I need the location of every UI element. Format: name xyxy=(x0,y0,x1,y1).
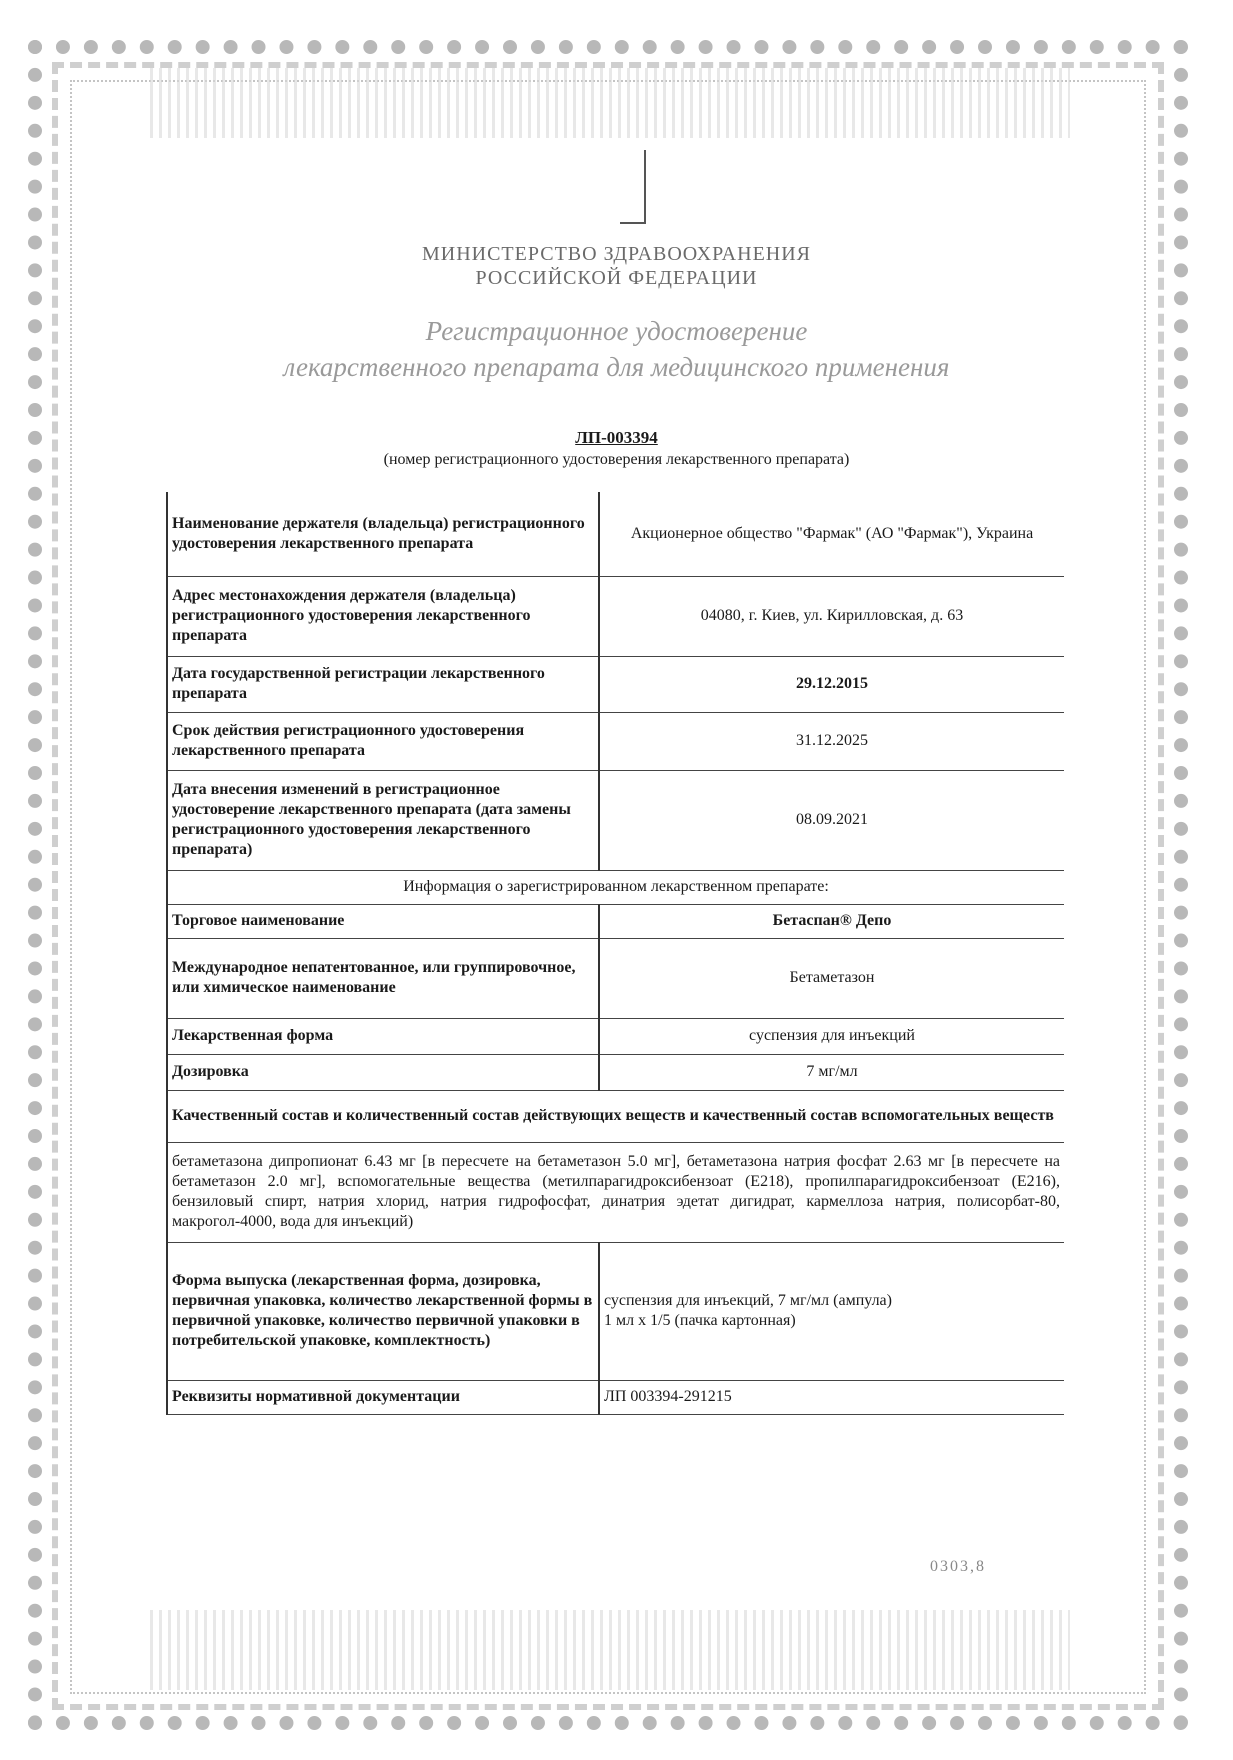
table-row xyxy=(167,712,1064,770)
registration-table xyxy=(166,492,1064,1415)
table-row xyxy=(167,1090,1064,1142)
emblem-tick xyxy=(620,222,646,224)
table-row xyxy=(167,1018,1064,1054)
table-row xyxy=(167,770,1064,870)
ministry-line-2: РОССИЙСКОЙ ФЕДЕРАЦИИ xyxy=(475,267,758,289)
composition-text: бетаметазона дипропионат 6.43 мг [в пересчете на бетаметазон 5.0 мг], бетаметазона натрия фосфат 2.63 мг [в пересчете на бетаметазон 2.0 мг], вспомогательные вещества (метилпарагидроксибензоат (Е218), пропилпарагидроксибензоат (Е216), бензиловый спирт, натрия хлорид, натрия гидрофосфат, динатрия эдетат дигидрат, кармеллоза натрия, полисорбат-80, макрогол-4000, вода для инъекций) xyxy=(167,1142,1064,1242)
registration-date-label: Дата государственной регистрации лекарственного препарата xyxy=(167,656,599,712)
validity-label: Срок действия регистрационного удостоверения лекарственного препарата xyxy=(167,712,599,770)
table-row xyxy=(167,1054,1064,1090)
holder-name-value: Акционерное общество "Фармак" (АО "Фармак"), Украина xyxy=(599,492,1064,576)
dosage-form-label: Лекарственная форма xyxy=(167,1018,599,1054)
table-row xyxy=(167,656,1064,712)
inn-label: Международное непатентованное, или группировочное, или химическое наименование xyxy=(167,938,599,1018)
ministry-line-1: МИНИСТЕРСТВО ЗДРАВООХРАНЕНИЯ xyxy=(421,243,812,265)
table-row xyxy=(167,1142,1064,1242)
dosage-value: 7 мг/мл xyxy=(599,1054,1064,1090)
table-row xyxy=(167,870,1064,904)
changes-date-label: Дата внесения изменений в регистрационное удостоверение лекарственного препарата (дата замены регистрационного удостоверения лекарственного препарата) xyxy=(167,770,599,870)
validity-value: 31.12.2025 xyxy=(599,712,1064,770)
registration-number-caption: (номер регистрационного удостоверения лекарственного препарата) xyxy=(383,451,850,468)
table-row xyxy=(167,1242,1064,1380)
table-row xyxy=(167,904,1064,938)
info-heading: Информация о зарегистрированном лекарственном препарате: xyxy=(167,870,1064,904)
table-row xyxy=(167,492,1064,576)
registration-date-value: 29.12.2015 xyxy=(599,656,1064,712)
emblem-mark xyxy=(644,150,646,222)
certificate-title-line-1: Регистрационное удостоверение xyxy=(425,316,808,346)
release-form-value-line-1: суспензия для инъекций, 7 мг/мл (ампула) xyxy=(604,1292,892,1309)
certificate-title-line-2: лекарственного препарата для медицинского применения xyxy=(283,352,950,382)
table-row xyxy=(167,938,1064,1018)
release-form-label: Форма выпуска (лекарственная форма, дозировка, первичная упаковка, количество лекарственной формы в первичной упаковке, количество первичной упаковки в потребительской упаковке, комплектность) xyxy=(167,1242,599,1380)
release-form-value-line-2: 1 мл x 1/5 (пачка картонная) xyxy=(604,1312,796,1329)
holder-name-label: Наименование держателя (владельца) регистрационного удостоверения лекарственного препарата xyxy=(167,492,599,576)
registration-number: ЛП-003394 xyxy=(575,428,658,447)
holder-address-value: 04080, г. Киев, ул. Кирилловская, д. 63 xyxy=(599,576,1064,656)
table-row xyxy=(167,1380,1064,1414)
trade-name-label: Торговое наименование xyxy=(167,904,599,938)
top-ornament-band xyxy=(150,68,1070,138)
holder-address-label: Адрес местонахождения держателя (владельца) регистрационного удостоверения лекарственного препарата xyxy=(167,576,599,656)
normative-value: ЛП 003394-291215 xyxy=(599,1380,1064,1414)
trade-name-value: Бетаспан® Депо xyxy=(599,904,1064,938)
dosage-form-value: суспензия для инъекций xyxy=(599,1018,1064,1054)
table-row xyxy=(167,576,1064,656)
release-form-value xyxy=(599,1242,1064,1380)
normative-label: Реквизиты нормативной документации xyxy=(167,1380,599,1414)
page-code: 0303,8 xyxy=(930,1558,986,1575)
changes-date-value: 08.09.2021 xyxy=(599,770,1064,870)
inn-value: Бетаметазон xyxy=(599,938,1064,1018)
composition-heading: Качественный состав и количественный состав действующих веществ и качественный состав вспомогательных веществ xyxy=(167,1090,1064,1142)
bottom-ornament-band xyxy=(150,1610,1070,1690)
dosage-label: Дозировка xyxy=(167,1054,599,1090)
